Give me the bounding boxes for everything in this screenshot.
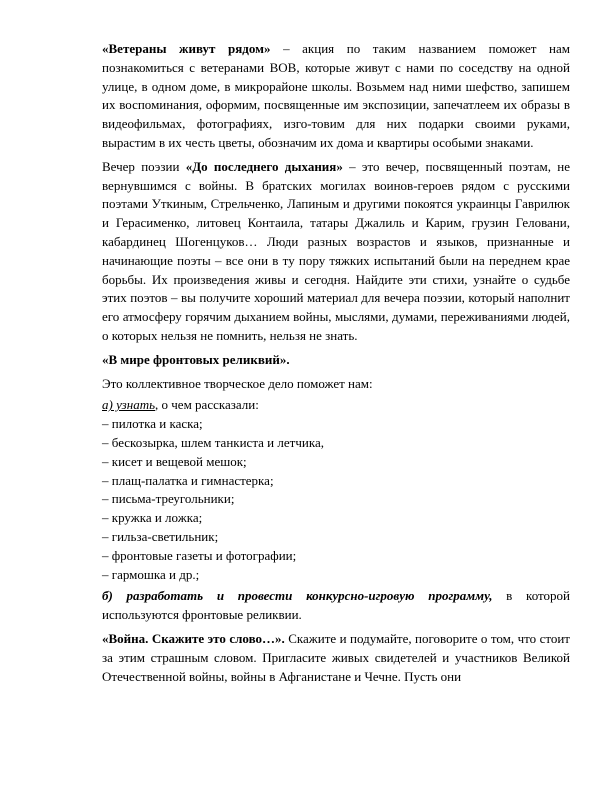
war-word-text: Скажите и подумайте, поговорите о том, что стоит за этим страшным словом. Пригласите живых свидетелей и участников Великой Отечественной войны, войны в Афганистане и Чечне. Пусть они bbox=[102, 630, 570, 684]
relics-list bbox=[102, 415, 570, 584]
develop-marker: б) разработать и провести конкурсно-игровую программу, bbox=[102, 588, 493, 604]
paragraph-develop bbox=[102, 587, 570, 625]
develop-text: в которой используются фронтовые реликвии. bbox=[102, 588, 570, 623]
relics-title: «В мире фронтовых реликвий». bbox=[102, 351, 290, 367]
list-item: – пилотка и каска; bbox=[102, 416, 203, 432]
document-page bbox=[102, 40, 570, 686]
paragraph-learn bbox=[102, 396, 570, 415]
learn-marker: а) узнать bbox=[102, 397, 156, 413]
list-item: – фронтовые газеты и фотографии; bbox=[102, 547, 297, 563]
relics-intro-text: Это коллективное творческое дело поможет нам: bbox=[102, 375, 373, 391]
veterans-text: – акция по таким названием поможет нам познакомиться с ветеранами ВОВ, которые живут с нами по соседству на одной улице, в одном доме, в микрорайоне школы. Возьмем над ними шефство, запишем их воспоминания, оформим, посвященные им экспозиции, запечатлеем их образы в видеофильмах, фотографиях, изго-товим для них подарки своими руками, вырастим в их честь цветы, обозначим их дома и квартиры особыми знаками. bbox=[102, 41, 570, 150]
paragraph-relics-title bbox=[102, 351, 570, 370]
paragraph-poetry-evening bbox=[102, 158, 570, 346]
list-item: – гармошка и др.; bbox=[102, 566, 200, 582]
paragraph-veterans bbox=[102, 40, 570, 153]
poetry-title: «До последнего дыхания» bbox=[185, 158, 343, 174]
paragraph-relics-intro bbox=[102, 375, 570, 394]
list-item: – плащ-палатка и гимнастерка; bbox=[102, 472, 274, 488]
list-item: – кисет и вещевой мешок; bbox=[102, 453, 247, 469]
veterans-title: «Ветераны живут рядом» bbox=[102, 41, 271, 56]
learn-text: , о чем рассказали: bbox=[155, 397, 259, 413]
list-item: – кружка и ложка; bbox=[102, 510, 203, 526]
poetry-text: – это вечер, посвященный поэтам, не вернувшимся с войны. В братских могилах воинов-героев рядом с русскими поэтами Уткиным, Стрельченко, Лапиным и другими покоятся украинцы Гаврилюк и Герасименко, литовец Контаила, татары Джалиль и Карим, грузин Геловани, кабардинец Шогенцуков… Люди разных возрастов и языков, признанные и начинающие поэты – все они в ту пору тяжких испытаний были на переднем крае борьбы. Их произведения живы и сегодня. Найдите эти стихи, узнайте о судьбе этих поэтов – вы получите хороший материал для вечера поэзии, который наполнит его атмосферу горячим дыханием войны, мыслями, думами, переживаниями людей, о которых нельзя не помнить, нельзя не знать. bbox=[102, 158, 570, 343]
list-item: – бескозырка, шлем танкиста и летчика, bbox=[102, 434, 324, 450]
poetry-lead: Вечер поэзии bbox=[102, 158, 186, 174]
list-item: – гильза-светильник; bbox=[102, 528, 219, 544]
list-item: – письма-треугольники; bbox=[102, 491, 235, 507]
paragraph-war-word bbox=[102, 630, 570, 686]
war-word-title: «Война. Скажите это слово…». bbox=[102, 630, 285, 646]
